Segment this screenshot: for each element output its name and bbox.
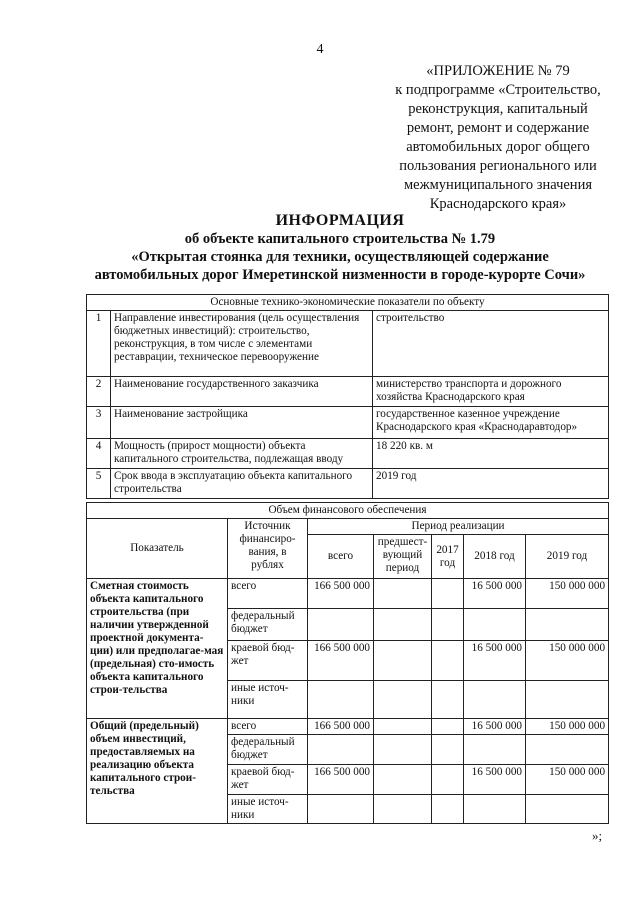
previous-cell — [374, 641, 432, 681]
appendix-line: автомобильных дорог общего — [406, 139, 590, 155]
year-2019-cell — [526, 795, 609, 824]
source-column-header: Источник финансиро-вания, в рублях — [228, 519, 308, 579]
source-cell: иные источ-ники — [228, 681, 308, 719]
previous-cell — [374, 719, 432, 735]
closing-quote: »; — [592, 828, 603, 843]
heading-title: ИНФОРМАЦИЯ — [275, 212, 405, 229]
total-cell: 166 500 000 — [308, 641, 374, 681]
group-label-estimated-cost: Сметная стоимость объекта капитального строительства (при наличии утвержденной проектной документа-ции) или предполагае-мая (предельная) сто-имость объекта капитального строи-тельства — [87, 579, 228, 719]
total-cell — [308, 609, 374, 641]
year-2018-column-header: 2018 год — [464, 535, 526, 579]
year-2017-cell — [432, 609, 464, 641]
heading-object-name-1: «Открытая стоянка для техники, осуществляющей содержание — [131, 249, 549, 265]
indicator-label: Срок ввода в эксплуатацию объекта капитального строительства — [111, 469, 373, 499]
page-number: 4 — [316, 42, 324, 57]
indicator-value: 2019 год — [373, 469, 609, 499]
indicator-value: государственное казенное учреждение Краснодарского края «Краснодаравтодор» — [373, 407, 609, 439]
total-cell: 166 500 000 — [308, 579, 374, 609]
total-cell — [308, 735, 374, 765]
indicator-label: Мощность (прирост мощности) объекта капитального строительства, подлежащая вводу — [111, 439, 373, 469]
year-2017-cell — [432, 579, 464, 609]
appendix-line: к подпрограмме «Строительство, — [395, 82, 601, 98]
year-2018-cell: 16 500 000 — [464, 579, 526, 609]
previous-cell — [374, 795, 432, 824]
appendix-line: реконструкция, капитальный — [408, 101, 588, 117]
previous-cell — [374, 765, 432, 795]
source-cell: всего — [228, 719, 308, 735]
year-2018-cell: 16 500 000 — [464, 765, 526, 795]
indicator-label: Наименование государственного заказчика — [111, 377, 373, 407]
appendix-line: «ПРИЛОЖЕНИЕ № 79 — [426, 63, 570, 79]
total-column-header: всего — [308, 535, 374, 579]
source-cell: иные источ-ники — [228, 795, 308, 824]
group-label-total-investment: Общий (предельный) объем инвестиций, предоставляемых на реализацию объекта капитального строи-тельства — [87, 719, 228, 824]
year-2018-cell: 16 500 000 — [464, 719, 526, 735]
heading-subtitle: об объекте капитального строительства № 1.79 — [184, 231, 496, 247]
year-2017-cell — [432, 735, 464, 765]
indicator-value: 18 220 кв. м — [373, 439, 609, 469]
appendix-line: Краснодарского края» — [429, 196, 567, 212]
appendix-line: ремонт, ремонт и содержание — [406, 120, 590, 136]
year-2017-cell — [432, 795, 464, 824]
year-2019-cell — [526, 681, 609, 719]
row-number: 4 — [87, 439, 111, 469]
indicators-table — [86, 294, 609, 499]
year-2019-cell: 150 000 000 — [526, 765, 609, 795]
indicators-header: Основные технико-экономические показатели по объекту — [87, 295, 609, 311]
indicator-value: строительство — [373, 311, 609, 377]
year-2019-cell: 150 000 000 — [526, 641, 609, 681]
year-2017-cell — [432, 765, 464, 795]
year-2019-cell — [526, 609, 609, 641]
source-cell: всего — [228, 579, 308, 609]
year-2018-cell — [464, 609, 526, 641]
previous-cell — [374, 681, 432, 719]
financing-header: Объем финансового обеспечения — [87, 503, 609, 519]
year-2018-cell: 16 500 000 — [464, 641, 526, 681]
year-2017-cell — [432, 681, 464, 719]
appendix-line: пользования регионального или — [399, 158, 597, 174]
year-2019-cell: 150 000 000 — [526, 719, 609, 735]
total-cell: 166 500 000 — [308, 719, 374, 735]
indicator-label: Направление инвестирования (цель осуществления бюджетных инвестиций): строительство, реконструкция, в том числе с элементами реставрации, техническое перевооружение — [111, 311, 373, 377]
period-column-header: Период реализации — [308, 519, 609, 535]
year-2017-cell — [432, 719, 464, 735]
row-number: 2 — [87, 377, 111, 407]
year-2017-cell — [432, 641, 464, 681]
source-cell: федеральный бюджет — [228, 735, 308, 765]
heading-object-name-2: автомобильных дорог Имеретинской низменности в городе-курорте Сочи» — [94, 267, 586, 283]
indicator-column-header: Показатель — [87, 519, 228, 579]
source-cell: федеральный бюджет — [228, 609, 308, 641]
appendix-line: межмуниципального значения — [404, 177, 592, 193]
year-2019-cell — [526, 735, 609, 765]
year-2018-cell — [464, 681, 526, 719]
row-number: 1 — [87, 311, 111, 377]
financing-table — [86, 502, 609, 824]
indicator-label: Наименование застройщика — [111, 407, 373, 439]
total-cell — [308, 795, 374, 824]
year-2018-cell — [464, 795, 526, 824]
year-2019-column-header: 2019 год — [526, 535, 609, 579]
row-number: 5 — [87, 469, 111, 499]
source-cell: краевой бюд-жет — [228, 765, 308, 795]
row-number: 3 — [87, 407, 111, 439]
previous-cell — [374, 579, 432, 609]
year-2017-column-header: 2017 год — [432, 535, 464, 579]
previous-period-column-header: предшест-вующий период — [374, 535, 432, 579]
total-cell: 166 500 000 — [308, 765, 374, 795]
year-2018-cell — [464, 735, 526, 765]
document-heading — [60, 212, 620, 284]
year-2019-cell: 150 000 000 — [526, 579, 609, 609]
appendix-block — [368, 62, 628, 214]
indicator-value: министерство транспорта и дорожного хозяйства Краснодарского края — [373, 377, 609, 407]
previous-cell — [374, 609, 432, 641]
total-cell — [308, 681, 374, 719]
previous-cell — [374, 735, 432, 765]
source-cell: краевой бюд-жет — [228, 641, 308, 681]
